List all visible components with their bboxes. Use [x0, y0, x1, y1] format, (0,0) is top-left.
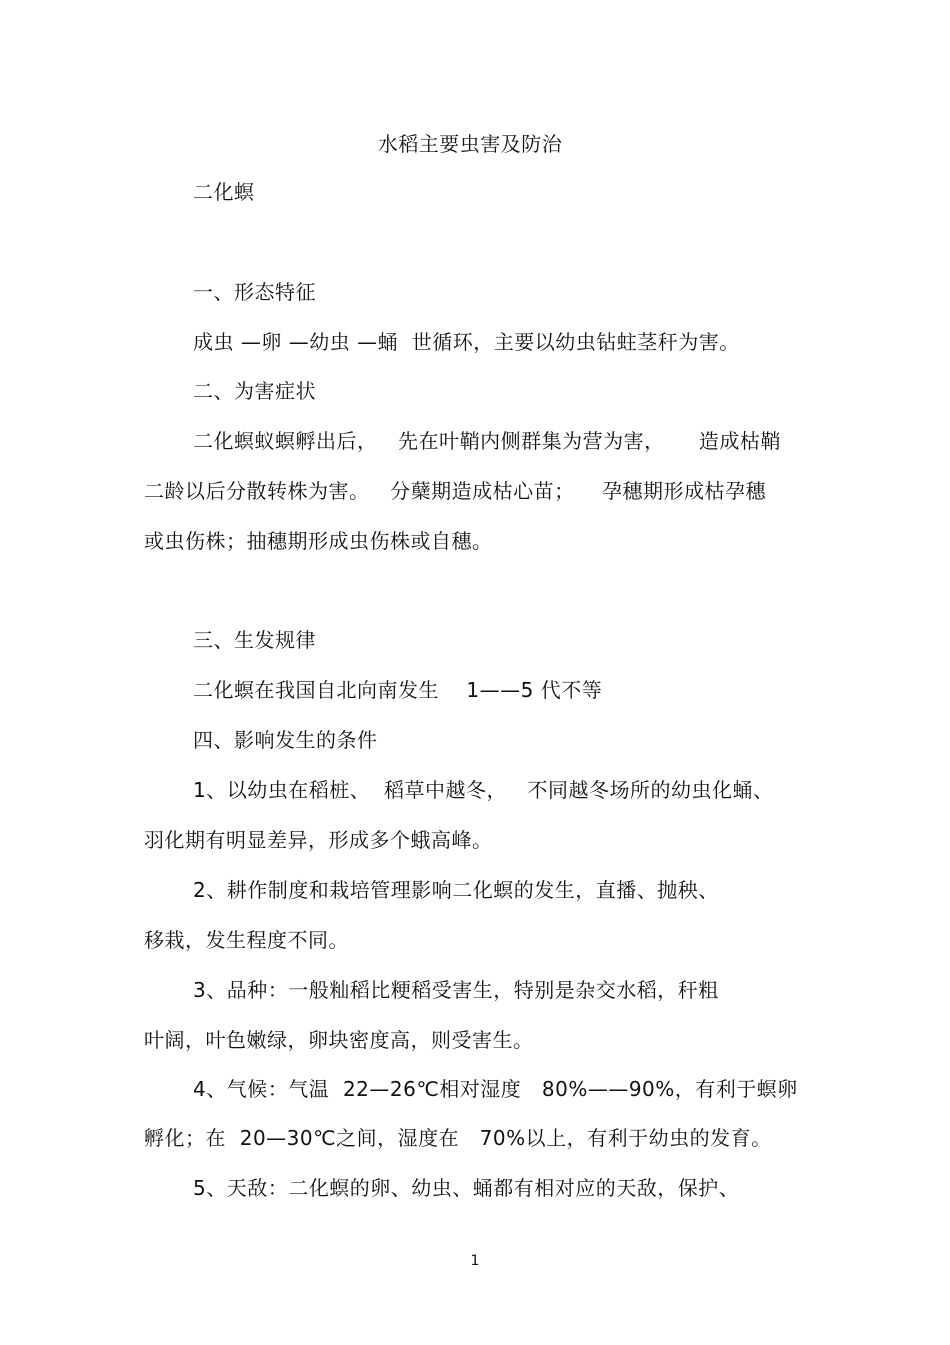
condition-1-line-1: 1、以幼虫在稻桩、 稻草中越冬， 不同越冬场所的幼虫化蛹、 — [193, 778, 774, 802]
condition-2-line-1: 2、耕作制度和栽培管理影响二化螟的发生，直播、抛秧、 — [193, 878, 719, 902]
morphology-text: 成虫 —卵 —幼虫 —蛹 世循环，主要以幼虫钻蛀茎秆为害。 — [193, 330, 740, 354]
page-number: 1 — [470, 1253, 480, 1269]
condition-4-line-2: 孵化；在 20—30℃之间，湿度在 70%以上，有利于幼虫的发育。 — [144, 1126, 772, 1150]
condition-3-line-2: 叶阔，叶色嫩绿，卵块密度高，则受害生。 — [144, 1028, 534, 1052]
document-title: 水稻主要虫害及防治 — [377, 132, 563, 156]
pest-name-heading: 二化螟 — [193, 180, 255, 204]
section-heading-symptoms: 二、为害症状 — [193, 379, 316, 403]
symptoms-line-1: 二化螟蚁螟孵出后， 先在叶鞘内侧群集为营为害， 造成枯鞘 — [193, 429, 781, 453]
condition-5-line-1: 5、天敌：二化螟的卵、幼虫、蛹都有相对应的天敌，保护、 — [193, 1176, 740, 1200]
section-heading-conditions: 四、影响发生的条件 — [193, 728, 378, 752]
symptoms-line-3: 或虫伤株；抽穗期形成虫伤株或自穗。 — [144, 529, 493, 553]
condition-4-line-1: 4、气候：气温 22—26℃相对湿度 80%——90%，有利于螟卵 — [193, 1077, 798, 1101]
condition-3-line-1: 3、品种：一般籼稻比粳稻受害生，特别是杂交水稻，秆粗 — [193, 978, 719, 1002]
occurrence-text: 二化螟在我国自北向南发生 1——5 代不等 — [193, 678, 603, 702]
section-heading-occurrence: 三、生发规律 — [193, 628, 316, 652]
condition-1-line-2: 羽化期有明显差异，形成多个蛾高峰。 — [144, 828, 493, 852]
section-heading-morphology: 一、形态特征 — [193, 280, 316, 304]
condition-2-line-2: 移栽，发生程度不同。 — [144, 928, 349, 952]
symptoms-line-2: 二龄以后分散转株为害。 分蘖期造成枯心苗； 孕穗期形成枯孕穗 — [144, 479, 767, 503]
